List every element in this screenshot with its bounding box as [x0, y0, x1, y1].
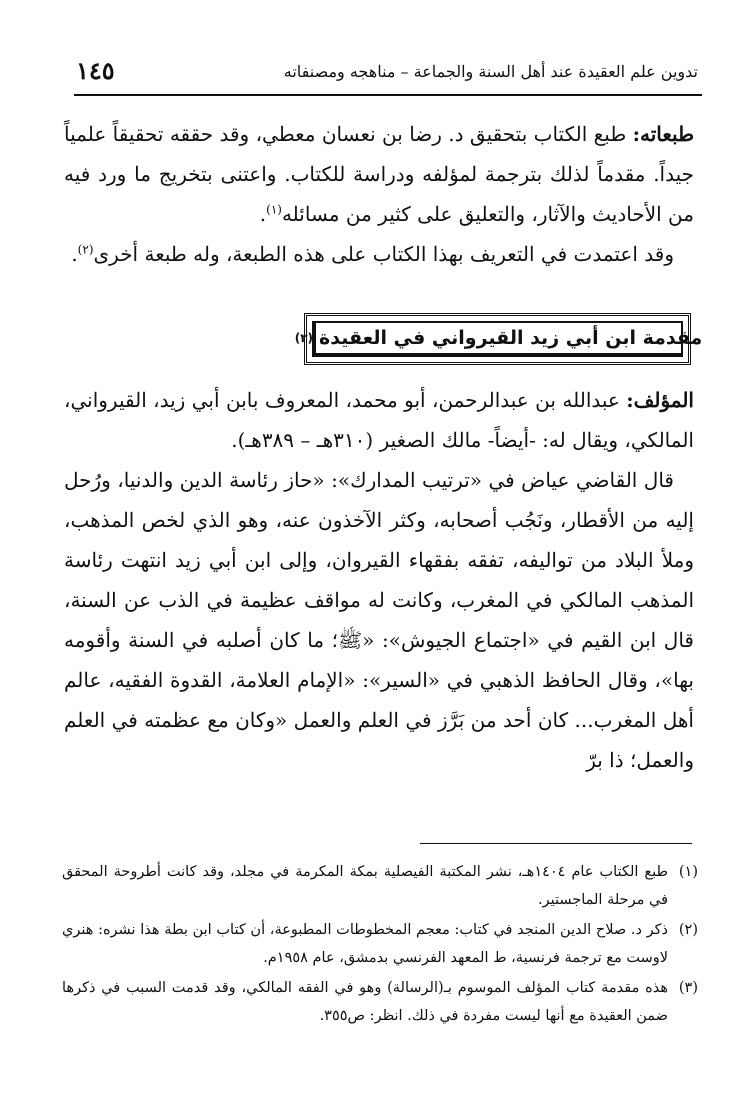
footnote-text: طبع الكتاب عام ١٤٠٤هـ، نشر المكتبة الفيصلية بمكة المكرمة في مجلد، وقد كانت أطروحة المحقق في مرحلة الماجستير.: [62, 864, 669, 908]
author-paragraph: [64, 380, 694, 460]
footnote-number: (١): [678, 864, 698, 880]
running-header: [74, 54, 702, 96]
adopted-edition-paragraph: وقد اعتمدت في التعريف بهذا الكتاب على هذه الطبعة، وله طبعة أخرى$^{(٢)}$.: [71, 242, 674, 266]
editions-text: طبع الكتاب بتحقيق د. رضا بن نعسان معطي، وقد حققه تحقيقاً علمياً جيداً. مقدماً لذلك بترجمة لمؤلفه ودراسة للكتاب. واعتنى بتخريج ما ورد فيه من الأحاديث والآثار، والتعليق على كثير من مسائله: [64, 122, 694, 226]
footnote-ref-1[interactable]: (١): [266, 202, 282, 217]
footnote-1: [62, 858, 698, 914]
running-title: تدوين علم العقيدة عند أهل السنة والجماعة – مناهجه ومصنفاته: [283, 62, 698, 81]
section-heading: مقدمة ابن أبي زيد القيرواني في العقيدة (٣): [312, 321, 683, 357]
body-part-2: [64, 380, 694, 780]
body-part-1: [64, 114, 694, 274]
section-heading-box: [294, 313, 703, 365]
footnote-2: [62, 916, 698, 972]
page-number: ١٤٥: [76, 56, 115, 85]
section-heading-text: مقدمة ابن أبي زيد القيرواني في العقيدة: [319, 327, 703, 349]
author-text: عبدالله بن عبدالرحمن، أبو محمد، المعروف بابن أبي زيد، القيرواني، المالكي، ويقال له: -أيضاً- مالك الصغير (٣١٠هـ – ٣٨٩هـ).: [64, 388, 694, 452]
footnote-text: ذكر د. صلاح الدين المنجد في كتاب: معجم المخطوطات المطبوعة، أن كتاب ابن بطة هذا نشره: هنري لاوست مع ترجمة فرنسية، ط المعهد الفرنسي بدمشق، عام ١٩٥٨م.: [62, 922, 668, 966]
footnote-number: (٢): [678, 922, 698, 938]
footnote-number: (٣): [678, 980, 698, 996]
author-label: المؤلف:: [626, 388, 694, 412]
quotes-paragraph: قال القاضي عياض في «ترتيب المدارك»: «حاز رئاسة الدين والدنيا، ورُحل إليه من الأقطار، ونَجُب أصحابه، وكثر الآخذون عنه، وهو الذي لخص المذهب، وملأ البلاد من تواليفه، تفقه بفقهاء القيروان، وإلى ابن أبي زيد انتهت رئاسة المذهب المالكي في المغرب، وكانت له مواقف عظيمة في الذب عن السنة، قال ابن القيم في «اجتماع الجيوش»: «ﷺ؛ ما كان أصلبه في السنة وأقومه بها»، وقال الحافظ الذهبي في «السير»: «الإمام العلامة، القدوة الفقيه، عالم أهل المغرب... كان أحد من بَرَّز في العلم والعمل «وكان مع عظمته في العلم والعمل؛ ذا برّ: [64, 468, 694, 772]
adopted-edition-text: وقد اعتمدت في التعريف بهذا الكتاب على هذه الطبعة، وله طبعة أخرى: [93, 242, 674, 266]
footnote-ref-2[interactable]: (٢): [77, 242, 94, 257]
footnotes: [62, 858, 698, 1032]
footnote-divider: [420, 843, 692, 844]
footnote-text: هذه مقدمة كتاب المؤلف الموسوم بـ(الرسالة) وهو في الفقه المالكي، وقد قدمت السبب في ذكرها ضمن العقيدة مع أنها ليست مفردة في ذلك. انظر: ص٣٥٥.: [62, 980, 668, 1024]
editions-paragraph: طبعاته: طبع الكتاب بتحقيق د. رضا بن نعسان معطي، وقد حققه تحقيقاً علمياً جيداً. مقدماً لذلك بترجمة لمؤلفه ودراسة للكتاب. واعتنى بتخريج ما ورد فيه من الأحاديث والآثار، والتعليق على كثير من مسائله$^{(١)}$.: [64, 122, 694, 226]
editions-label: طبعاته:: [632, 122, 694, 146]
footnote-3: [62, 974, 698, 1030]
